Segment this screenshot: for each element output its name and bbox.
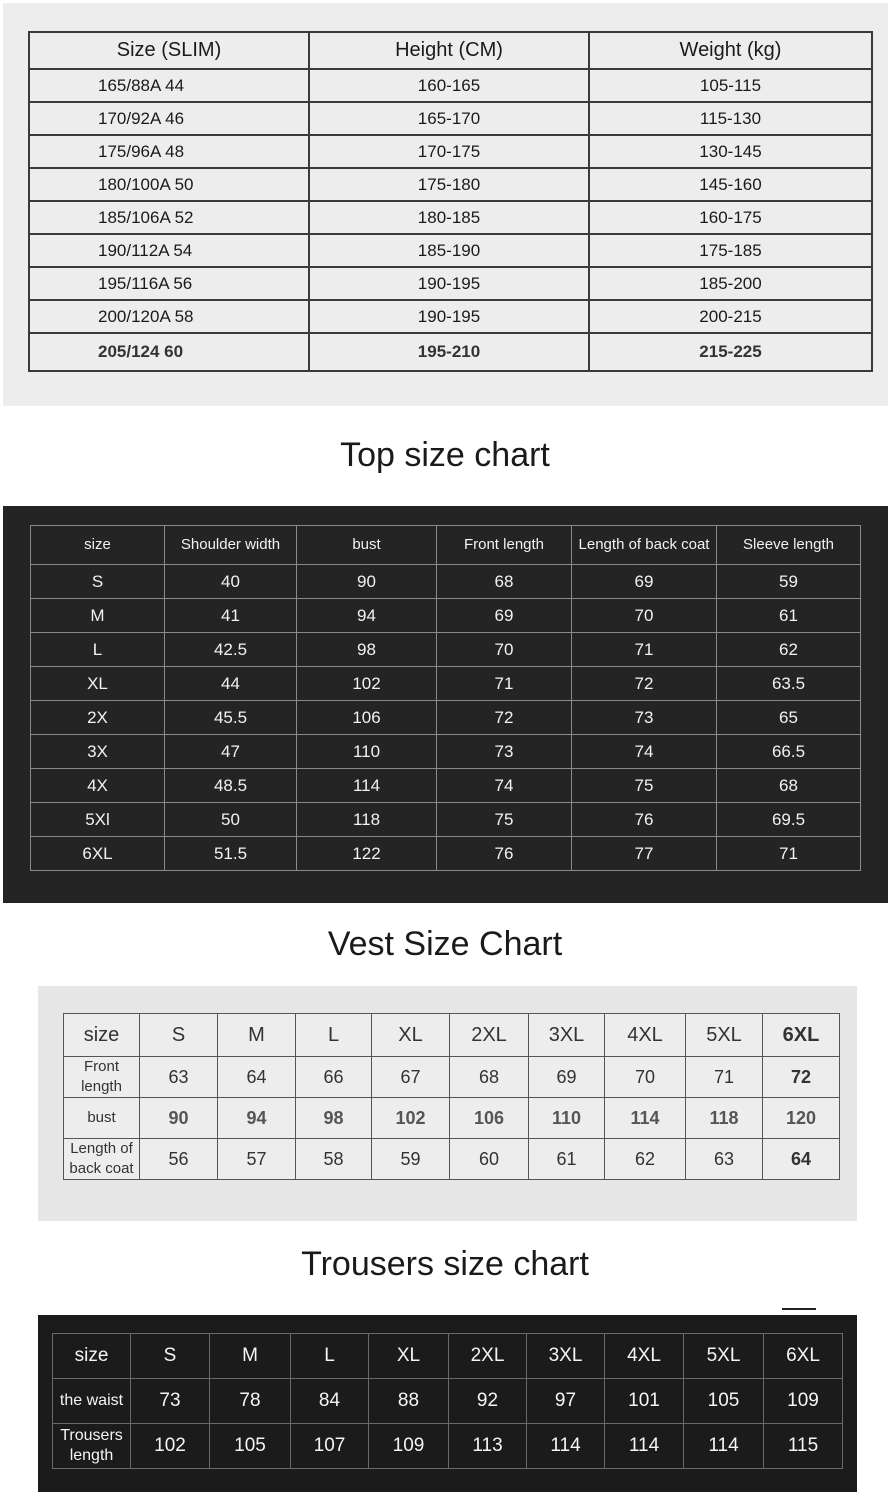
- table-cell: 42.5: [165, 633, 297, 667]
- table-cell: 73: [437, 735, 572, 769]
- table-cell: 71: [686, 1057, 763, 1098]
- row-label: Length of back coat: [64, 1139, 140, 1180]
- table-cell: 66.5: [717, 735, 861, 769]
- table-cell: 6XL: [764, 1334, 843, 1379]
- table-header-row: [64, 1014, 840, 1057]
- table-cell: 64: [218, 1057, 296, 1098]
- weight-cell: 160-175: [589, 201, 872, 234]
- table-row: [31, 803, 861, 837]
- table-cell: 106: [297, 701, 437, 735]
- weight-cell: 215-225: [589, 333, 872, 371]
- table-cell: 2XL: [450, 1014, 529, 1057]
- weight-cell: 185-200: [589, 267, 872, 300]
- table-row: [29, 267, 872, 300]
- size-cell: 175/96A 48: [29, 135, 309, 168]
- height-cell: 175-180: [309, 168, 589, 201]
- table-cell: 73: [572, 701, 717, 735]
- table-cell: 114: [297, 769, 437, 803]
- table-cell: 41: [165, 599, 297, 633]
- height-cell: 170-175: [309, 135, 589, 168]
- table-cell: 4X: [31, 769, 165, 803]
- table-cell: 70: [572, 599, 717, 633]
- table-cell: 61: [529, 1139, 605, 1180]
- table-cell: 72: [572, 667, 717, 701]
- table-cell: S: [131, 1334, 210, 1379]
- table-cell: 50: [165, 803, 297, 837]
- table-cell: 65: [717, 701, 861, 735]
- table-cell: 72: [763, 1057, 840, 1098]
- table-cell: S: [31, 565, 165, 599]
- table-row: [53, 1379, 843, 1424]
- size-cell: 205/124 60: [29, 333, 309, 371]
- table-row: [31, 735, 861, 769]
- size-cell: 185/106A 52: [29, 201, 309, 234]
- table-cell: 58: [296, 1139, 372, 1180]
- height-cell: 180-185: [309, 201, 589, 234]
- table-cell: 40: [165, 565, 297, 599]
- table-row: [29, 102, 872, 135]
- table-cell: 118: [297, 803, 437, 837]
- height-cell: 190-195: [309, 300, 589, 333]
- table-cell: 60: [450, 1139, 529, 1180]
- table-cell: 110: [297, 735, 437, 769]
- table-cell: 69: [437, 599, 572, 633]
- trousers-chart-panel: [38, 1315, 857, 1492]
- table-cell: 70: [605, 1057, 686, 1098]
- trousers-chart-title: Trousers size chart: [301, 1245, 589, 1283]
- weight-cell: 115-130: [589, 102, 872, 135]
- table-cell: 62: [605, 1139, 686, 1180]
- table-cell: 2XL: [449, 1334, 527, 1379]
- table-cell: 76: [437, 837, 572, 871]
- table-cell: 97: [527, 1379, 605, 1424]
- table-cell: 110: [529, 1098, 605, 1139]
- table-cell: 105: [210, 1424, 291, 1469]
- table-cell: 105: [684, 1379, 764, 1424]
- table-cell: 59: [372, 1139, 450, 1180]
- table-cell: 69.5: [717, 803, 861, 837]
- table-row: [64, 1139, 840, 1180]
- table-cell: 75: [572, 769, 717, 803]
- table-cell: 68: [717, 769, 861, 803]
- table-cell: 56: [140, 1139, 218, 1180]
- table-cell: 59: [717, 565, 861, 599]
- table-row: [31, 599, 861, 633]
- weight-cell: 105-115: [589, 69, 872, 102]
- table-cell: 63: [686, 1139, 763, 1180]
- table-cell: 101: [605, 1379, 684, 1424]
- table-cell: 64: [763, 1139, 840, 1180]
- table-cell: M: [210, 1334, 291, 1379]
- table-cell: 57: [218, 1139, 296, 1180]
- header-bust: bust: [297, 526, 437, 565]
- table-cell: 122: [297, 837, 437, 871]
- table-cell: 115: [764, 1424, 843, 1469]
- header-back-coat-length: Length of back coat: [572, 526, 717, 565]
- table-cell: 61: [717, 599, 861, 633]
- table-cell: 4XL: [605, 1334, 684, 1379]
- table-cell: 94: [297, 599, 437, 633]
- table-cell: 74: [437, 769, 572, 803]
- divider: [782, 1308, 816, 1310]
- size-cell: 195/116A 56: [29, 267, 309, 300]
- table-cell: 71: [572, 633, 717, 667]
- table-cell: 62: [717, 633, 861, 667]
- table-cell: 51.5: [165, 837, 297, 871]
- table-cell: 98: [296, 1098, 372, 1139]
- vest-chart-panel: [38, 986, 857, 1221]
- table-cell: L: [296, 1014, 372, 1057]
- table-row: [64, 1098, 840, 1139]
- header-height: Height (CM): [309, 32, 589, 69]
- table-cell: 109: [369, 1424, 449, 1469]
- size-cell: 190/112A 54: [29, 234, 309, 267]
- table-cell: XL: [369, 1334, 449, 1379]
- top-size-table: [30, 525, 861, 871]
- table-cell: 3XL: [529, 1014, 605, 1057]
- table-header-row: [31, 526, 861, 565]
- table-cell: 5XL: [686, 1014, 763, 1057]
- table-cell: 45.5: [165, 701, 297, 735]
- size-height-weight-panel: [3, 3, 888, 406]
- table-cell: 69: [572, 565, 717, 599]
- table-row: [31, 667, 861, 701]
- table-cell: 63.5: [717, 667, 861, 701]
- table-row: [29, 168, 872, 201]
- size-cell: 180/100A 50: [29, 168, 309, 201]
- table-cell: XL: [372, 1014, 450, 1057]
- table-cell: L: [291, 1334, 369, 1379]
- table-cell: 3XL: [527, 1334, 605, 1379]
- header-size: size: [31, 526, 165, 565]
- table-cell: 76: [572, 803, 717, 837]
- table-cell: 98: [297, 633, 437, 667]
- table-cell: 70: [437, 633, 572, 667]
- top-chart-title: Top size chart: [340, 436, 550, 474]
- table-cell: M: [31, 599, 165, 633]
- table-cell: 71: [437, 667, 572, 701]
- table-cell: 75: [437, 803, 572, 837]
- table-cell: 118: [686, 1098, 763, 1139]
- weight-cell: 130-145: [589, 135, 872, 168]
- table-cell: 102: [297, 667, 437, 701]
- size-cell: 170/92A 46: [29, 102, 309, 135]
- table-row: [31, 565, 861, 599]
- table-cell: 63: [140, 1057, 218, 1098]
- table-cell: 73: [131, 1379, 210, 1424]
- table-row: [29, 201, 872, 234]
- table-cell: 4XL: [605, 1014, 686, 1057]
- table-header-row: [29, 32, 872, 69]
- table-row: [31, 633, 861, 667]
- table-cell: size: [53, 1334, 131, 1379]
- table-header-row: [53, 1334, 843, 1379]
- height-cell: 185-190: [309, 234, 589, 267]
- table-cell: 67: [372, 1057, 450, 1098]
- table-cell: 106: [450, 1098, 529, 1139]
- table-cell: 6XL: [763, 1014, 840, 1057]
- top-chart-panel: [3, 506, 888, 903]
- table-cell: 6XL: [31, 837, 165, 871]
- table-cell: 92: [449, 1379, 527, 1424]
- row-label: bust: [64, 1098, 140, 1139]
- table-row: [53, 1424, 843, 1469]
- weight-cell: 175-185: [589, 234, 872, 267]
- table-cell: 2X: [31, 701, 165, 735]
- table-cell: 113: [449, 1424, 527, 1469]
- table-row: [64, 1057, 840, 1098]
- table-row: [31, 701, 861, 735]
- table-cell: 120: [763, 1098, 840, 1139]
- table-row: [31, 837, 861, 871]
- table-cell: 68: [450, 1057, 529, 1098]
- header-sleeve-length: Sleeve length: [717, 526, 861, 565]
- table-cell: L: [31, 633, 165, 667]
- table-cell: 107: [291, 1424, 369, 1469]
- table-cell: 77: [572, 837, 717, 871]
- row-label: Trousers length: [53, 1424, 131, 1469]
- table-row: [29, 135, 872, 168]
- table-row: [29, 300, 872, 333]
- height-cell: 195-210: [309, 333, 589, 371]
- weight-cell: 145-160: [589, 168, 872, 201]
- table-cell: M: [218, 1014, 296, 1057]
- table-cell: 84: [291, 1379, 369, 1424]
- height-cell: 160-165: [309, 69, 589, 102]
- table-cell: 66: [296, 1057, 372, 1098]
- table-cell: 47: [165, 735, 297, 769]
- trousers-size-table: [52, 1333, 843, 1469]
- table-cell: 90: [297, 565, 437, 599]
- table-cell: size: [64, 1014, 140, 1057]
- height-cell: 190-195: [309, 267, 589, 300]
- table-cell: 72: [437, 701, 572, 735]
- table-cell: 3X: [31, 735, 165, 769]
- header-shoulder-width: Shoulder width: [165, 526, 297, 565]
- vest-chart-title: Vest Size Chart: [327, 925, 563, 963]
- table-row: [29, 234, 872, 267]
- weight-cell: 200-215: [589, 300, 872, 333]
- table-cell: XL: [31, 667, 165, 701]
- row-label: the waist: [53, 1379, 131, 1424]
- size-height-weight-table: [28, 31, 873, 372]
- table-cell: 102: [131, 1424, 210, 1469]
- table-cell: 114: [684, 1424, 764, 1469]
- size-cell: 200/120A 58: [29, 300, 309, 333]
- table-cell: 48.5: [165, 769, 297, 803]
- header-front-length: Front length: [437, 526, 572, 565]
- table-cell: 102: [372, 1098, 450, 1139]
- table-cell: 109: [764, 1379, 843, 1424]
- table-cell: 71: [717, 837, 861, 871]
- table-cell: 94: [218, 1098, 296, 1139]
- table-row: [31, 769, 861, 803]
- table-cell: 78: [210, 1379, 291, 1424]
- table-row: [29, 69, 872, 102]
- table-cell: 88: [369, 1379, 449, 1424]
- vest-size-table: [63, 1013, 840, 1180]
- table-cell: 68: [437, 565, 572, 599]
- table-cell: 114: [527, 1424, 605, 1469]
- size-cell: 165/88A 44: [29, 69, 309, 102]
- height-cell: 165-170: [309, 102, 589, 135]
- header-size: Size (SLIM): [29, 32, 309, 69]
- table-cell: 90: [140, 1098, 218, 1139]
- table-cell: 5XL: [684, 1334, 764, 1379]
- table-cell: S: [140, 1014, 218, 1057]
- row-label: Front length: [64, 1057, 140, 1098]
- header-weight: Weight (kg): [589, 32, 872, 69]
- table-cell: 114: [605, 1098, 686, 1139]
- table-cell: 114: [605, 1424, 684, 1469]
- table-row: [29, 333, 872, 371]
- table-cell: 74: [572, 735, 717, 769]
- table-cell: 44: [165, 667, 297, 701]
- table-cell: 5Xl: [31, 803, 165, 837]
- table-cell: 69: [529, 1057, 605, 1098]
